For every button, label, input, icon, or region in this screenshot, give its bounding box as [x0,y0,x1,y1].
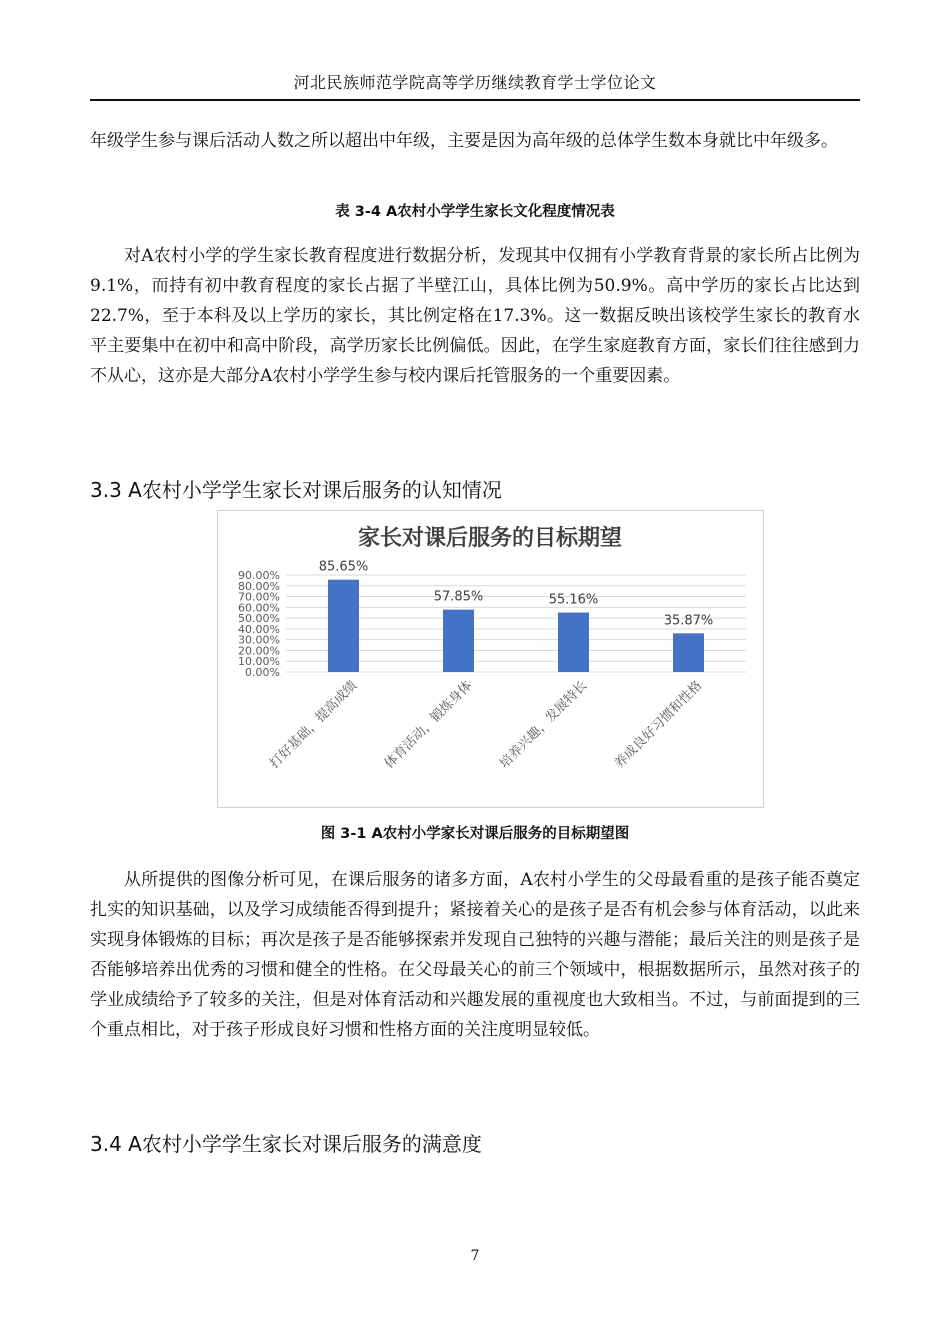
header-rule [90,99,860,101]
data-label: 85.65% [318,559,369,575]
chart-svg [218,511,763,807]
data-label: 55.16% [548,592,599,608]
x-tick-label: 培养兴趣，发展特长 [496,678,591,772]
data-label: 57.85% [433,589,484,605]
bar [443,610,474,672]
x-tick-label: 打好基础，提高成绩 [266,678,361,772]
y-tick-label: 80.00% [238,579,280,593]
y-tick-label: 60.00% [238,601,280,615]
paragraph-continuation: 年级学生参与课后活动人数之所以超出中年级，主要是因为高年级的总体学生数本身就比中年级多。 [90,131,838,151]
bar [328,580,359,672]
section-heading-3-4: 3.4 A农村小学学生家长对课后服务的满意度 [90,1132,482,1156]
paragraph-chart-analysis: 从所提供的图像分析可见，在课后服务的诸多方面，A农村小学生的父母最看重的是孩子能否奠定扎实的知识基础，以及学习成绩能否得到提升；紧接着关心的是孩子是否有机会参与体育活动，以此来实现身体锻炼的目标；再次是孩子是否能够探索并发现自己独特的兴趣与潜能；最后关注的则是孩子是否能够培养出优秀的习惯和健全的性格。在父母最关心的前三个领域中，根据数据所示，虽然对孩子的学业成绩给予了较多的关注，但是对体育活动和兴趣发展的重视度也大致相当。不过，与前面提到的三个重点相比，对于孩子形成良好习惯和性格方面的关注度明显较低。 [90,870,860,1040]
bars [328,580,704,672]
x-axis-labels [266,678,705,772]
figure-caption: 图 3-1 A农村小学家长对课后服务的目标期望图 [320,826,630,842]
y-tick-label: 50.00% [238,612,280,626]
y-axis-ticks [238,569,280,679]
chart-title: 家长对课后服务的目标期望 [357,526,623,551]
page-number: 7 [470,1248,480,1264]
x-tick-label: 养成良好习惯和性格 [611,678,706,772]
table-caption: 表 3-4 A农村小学学生家长文化程度情况表 [335,204,615,220]
y-tick-label: 40.00% [238,622,280,636]
y-tick-label: 70.00% [238,590,280,604]
y-tick-label: 0.00% [245,666,280,679]
x-tick-label: 体育活动，锻炼身体 [381,678,476,772]
section-heading-3-3: 3.3 A农村小学学生家长对课后服务的认知情况 [90,478,502,502]
running-header: 河北民族师范学院高等学历继续教育学士学位论文 [293,73,657,92]
bar [558,613,589,672]
paragraph-education-analysis: 对A农村小学的学生家长教育程度进行数据分析，发现其中仅拥有小学教育背景的家长所占比例为9.1%，而持有初中教育程度的家长占据了半壁江山，具体比例为50.9%。高中学历的家长占比达到22.7%，至于本科及以上学历的家长，其比例定格在17.3%。这一数据反映出该校学生家长的教育水平主要集中在初中和高中阶段，高学历家长比例偏低。因此，在学生家庭教育方面，家长们往往感到力不从心，这亦是大部分A农村小学学生参与校内课后托管服务的一个重要因素。 [90,246,860,386]
y-tick-label: 30.00% [238,633,280,647]
y-tick-label: 10.00% [238,655,280,669]
data-label: 35.87% [663,613,714,629]
y-tick-label: 90.00% [238,569,280,582]
bar-chart [217,510,764,808]
bar [673,633,704,672]
y-tick-label: 20.00% [238,644,280,658]
